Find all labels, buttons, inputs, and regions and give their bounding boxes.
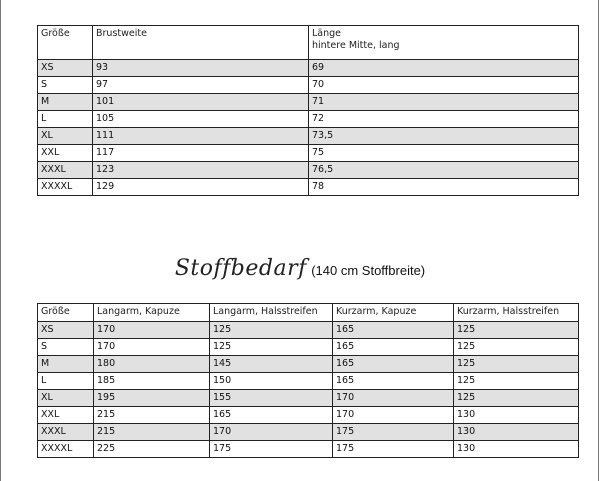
fabric-table-cell: 165 — [333, 356, 454, 373]
fabric-table-cell: 130 — [454, 407, 579, 424]
size-table-row — [38, 94, 579, 111]
size-table-row — [38, 60, 579, 77]
fabric-table-body — [38, 322, 579, 458]
size-table-cell: M — [38, 94, 93, 111]
fabric-header-cell: Langarm, Halsstreifen — [210, 304, 333, 322]
size-table-cell: XXXXL — [38, 179, 93, 196]
fabric-table-cell: 125 — [454, 373, 579, 390]
fabric-table-cell: 125 — [454, 390, 579, 407]
fabric-table-cell: 175 — [210, 441, 333, 458]
fabric-table-cell: 170 — [210, 424, 333, 441]
fabric-table-cell: L — [38, 373, 94, 390]
size-table-cell: 129 — [93, 179, 309, 196]
fabric-table-cell: 225 — [94, 441, 210, 458]
fabric-table-cell: 185 — [94, 373, 210, 390]
fabric-table-cell: 215 — [94, 407, 210, 424]
fabric-header-cell: Größe — [38, 304, 94, 322]
fabric-table-cell: 125 — [210, 339, 333, 356]
size-header-groesse — [38, 26, 93, 60]
size-table-row — [38, 179, 579, 196]
fabric-table-row — [38, 441, 579, 458]
fabric-table-cell: 180 — [94, 356, 210, 373]
size-table-cell: L — [38, 111, 93, 128]
fabric-table-cell: S — [38, 339, 94, 356]
size-table-cell: 76,5 — [309, 162, 579, 179]
size-table-row — [38, 162, 579, 179]
size-table-cell: 73,5 — [309, 128, 579, 145]
fabric-table-cell: 145 — [210, 356, 333, 373]
fabric-table-cell: 125 — [454, 356, 579, 373]
fabric-table-cell: M — [38, 356, 94, 373]
fabric-table-row — [38, 424, 579, 441]
fabric-table-cell: XXL — [38, 407, 94, 424]
fabric-table-cell: 175 — [333, 424, 454, 441]
page-edge-left — [0, 0, 1, 481]
fabric-table-cell: 170 — [333, 390, 454, 407]
fabric-table-row — [38, 356, 579, 373]
fabric-heading-script: Stoffbedarf — [174, 256, 307, 281]
size-table-row — [38, 128, 579, 145]
size-header-brustweite — [93, 26, 309, 60]
fabric-header-cell: Langarm, Kapuze — [94, 304, 210, 322]
size-table-cell: 123 — [93, 162, 309, 179]
size-table-cell: 72 — [309, 111, 579, 128]
fabric-header-cell: Kurzarm, Halsstreifen — [454, 304, 579, 322]
size-table-row — [38, 145, 579, 162]
fabric-table-row — [38, 322, 579, 339]
fabric-table-cell: 215 — [94, 424, 210, 441]
fabric-table-cell: 165 — [333, 322, 454, 339]
fabric-table-cell: 150 — [210, 373, 333, 390]
fabric-table-cell: 125 — [454, 322, 579, 339]
size-header-laenge-label: Länge — [312, 28, 342, 39]
size-table-cell: 78 — [309, 179, 579, 196]
fabric-table-cell: 130 — [454, 424, 579, 441]
fabric-table-cell: 130 — [454, 441, 579, 458]
size-table-cell: 71 — [309, 94, 579, 111]
fabric-table-cell: 170 — [94, 339, 210, 356]
size-table-cell: 101 — [93, 94, 309, 111]
page-edge-right — [598, 0, 599, 481]
fabric-table-cell: 155 — [210, 390, 333, 407]
fabric-table-cell: 165 — [333, 373, 454, 390]
fabric-table-cell: 195 — [94, 390, 210, 407]
size-table-cell: 75 — [309, 145, 579, 162]
size-table — [37, 25, 579, 196]
size-table-row — [38, 77, 579, 94]
size-table-cell: 69 — [309, 60, 579, 77]
size-table-cell: XXXL — [38, 162, 93, 179]
fabric-table-cell: 125 — [454, 339, 579, 356]
fabric-table-cell: XXXXL — [38, 441, 94, 458]
size-table-row — [38, 111, 579, 128]
size-table-cell: XXL — [38, 145, 93, 162]
size-header-laenge — [309, 26, 579, 60]
fabric-table-cell: 165 — [210, 407, 333, 424]
size-table-cell: S — [38, 77, 93, 94]
size-header-brustweite-label: Brustweite — [96, 28, 147, 39]
size-header-laenge-sub: hintere Mitte, lang — [312, 40, 400, 51]
fabric-table-header-row — [38, 304, 579, 322]
size-table-cell: 93 — [93, 60, 309, 77]
fabric-table-row — [38, 407, 579, 424]
size-table-cell: 70 — [309, 77, 579, 94]
fabric-table-cell: 170 — [333, 407, 454, 424]
fabric-table-cell: 165 — [333, 339, 454, 356]
fabric-table-cell: XL — [38, 390, 94, 407]
size-table-cell: 111 — [93, 128, 309, 145]
fabric-table-cell: XXXL — [38, 424, 94, 441]
size-table-cell: 117 — [93, 145, 309, 162]
size-table-cell: XL — [38, 128, 93, 145]
size-header-groesse-label: Größe — [41, 28, 70, 39]
size-table-cell: 105 — [93, 111, 309, 128]
fabric-table — [37, 303, 579, 458]
fabric-table-row — [38, 390, 579, 407]
fabric-table-cell: 170 — [94, 322, 210, 339]
size-table-header-row — [38, 26, 579, 60]
fabric-heading — [0, 256, 600, 281]
fabric-table-row — [38, 373, 579, 390]
size-table-cell: XS — [38, 60, 93, 77]
size-table-body — [38, 60, 579, 196]
fabric-heading-subtitle: (140 cm Stoffbreite) — [311, 263, 426, 278]
fabric-table-cell: 125 — [210, 322, 333, 339]
fabric-table-cell: 175 — [333, 441, 454, 458]
fabric-header-cell: Kurzarm, Kapuze — [333, 304, 454, 322]
fabric-table-row — [38, 339, 579, 356]
size-table-cell: 97 — [93, 77, 309, 94]
fabric-table-cell: XS — [38, 322, 94, 339]
